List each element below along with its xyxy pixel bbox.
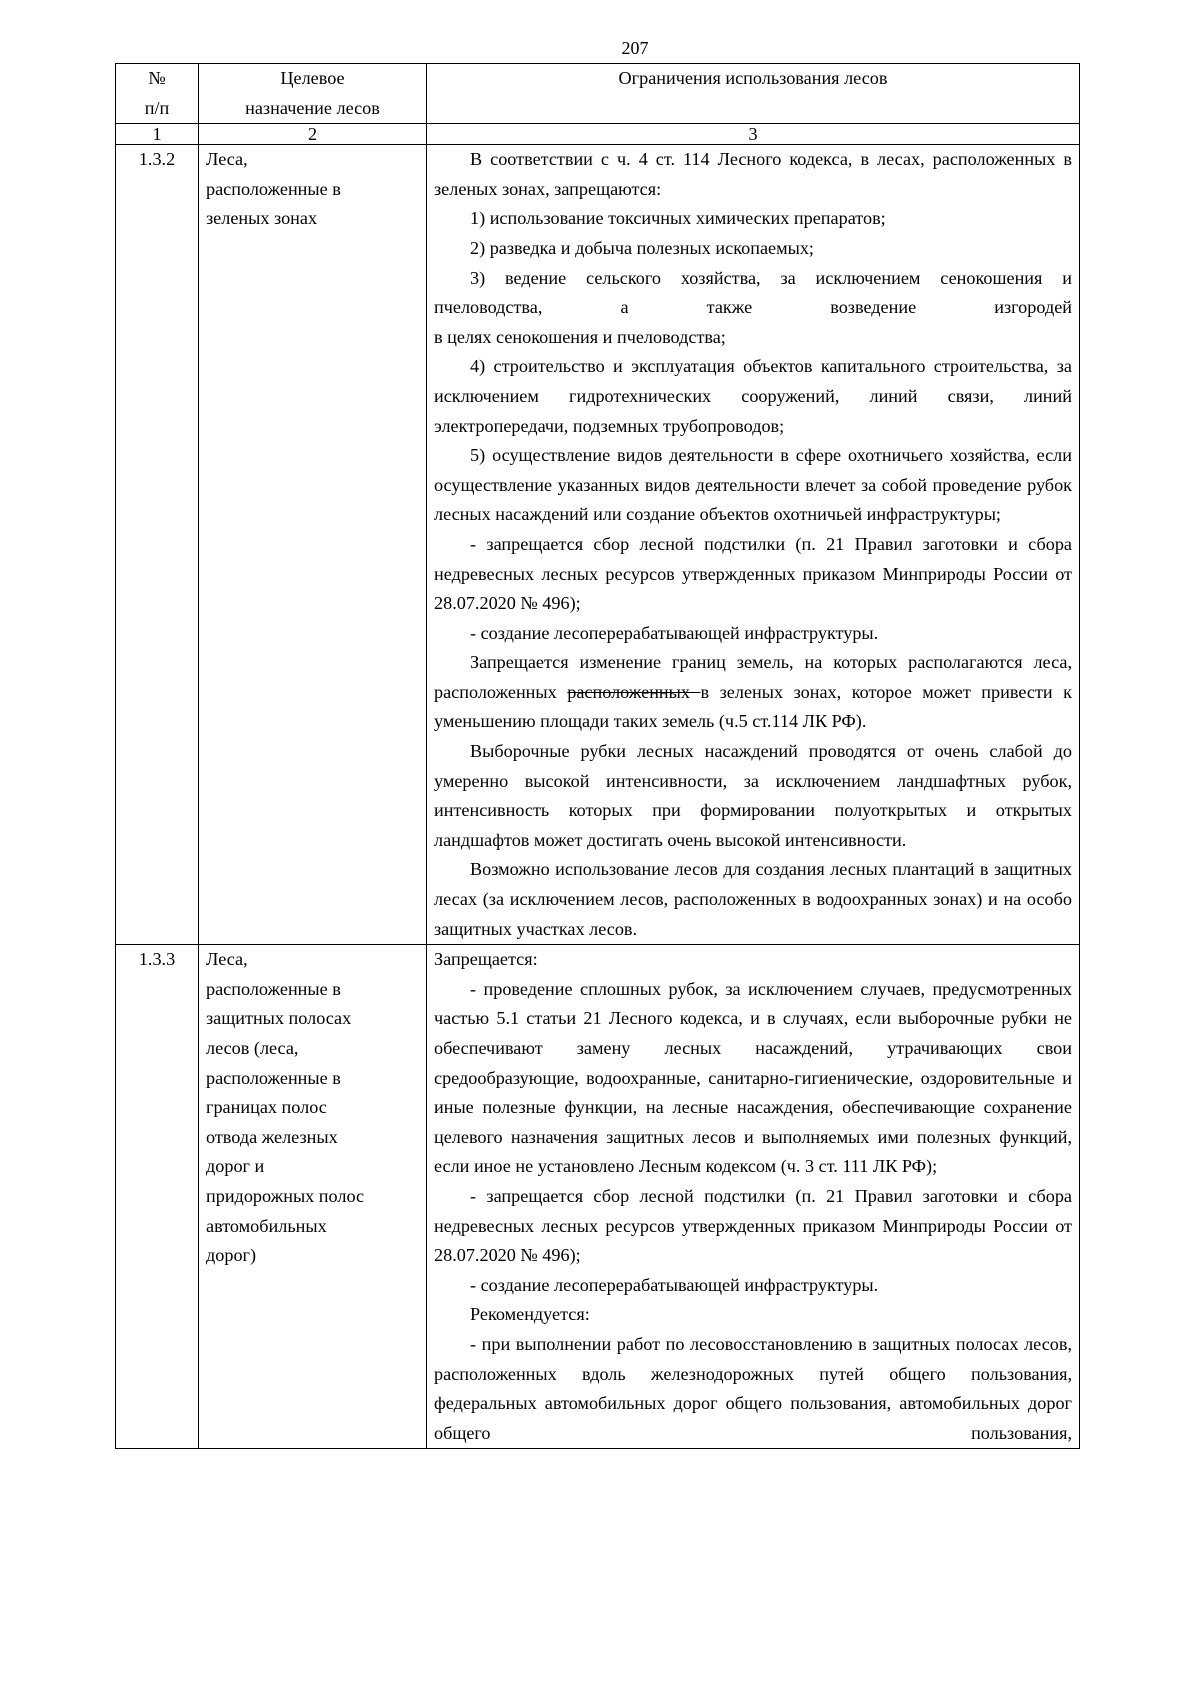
restriction-paragraph: 5) осуществление видов деятельности в сфере охотничьего хозяйства, если осуществление указанных видов деятельности влечет за собой проведение рубок лесных насаждений или создание объектов охотничьей инфраструктуры; (434, 445, 1072, 525)
restriction-paragraph: 4) строительство и эксплуатация объектов капитального строительства, за исключением гидротехнических сооружений, линий связи, линий электропередачи, подземных трубопроводов; (434, 356, 1072, 436)
restriction-paragraph: 1) использование токсичных химических препаратов; (470, 208, 886, 229)
header-number-abbr: п/п (144, 97, 170, 118)
restriction-paragraph: - запрещается сбор лесной подстилки (п. 21 Правил заготовки и сбора недревесных лесных ресурсов утвержденных приказом Минприроды России от 28.07.2020 № 496); (434, 1185, 1072, 1266)
purpose-line: отвода железных (206, 1126, 338, 1147)
purpose-line: расположенные в (206, 178, 341, 199)
column-number: 2 (199, 124, 427, 145)
row-purpose (199, 945, 427, 1449)
column-number: 3 (427, 124, 1080, 145)
purpose-line: дорог и (206, 1156, 265, 1177)
page-number: 207 (621, 38, 649, 58)
header-purpose (199, 64, 427, 124)
row-number: 1.3.3 (116, 945, 199, 1449)
restriction-paragraph: - запрещается сбор лесной подстилки (п. 21 Правил заготовки и сбора недревесных лесных ресурсов утвержденных приказом Минприроды России от 28.07.2020 № 496); (434, 533, 1072, 614)
table-row (116, 945, 1080, 1449)
row-restrictions (427, 945, 1080, 1449)
column-number: 1 (116, 124, 199, 145)
header-restrictions: Ограничения использования лесов (427, 64, 1080, 124)
paragraph-text: Запрещается изменение границ земель, на которых располагаются леса, расположенных (434, 652, 1072, 702)
row-number: 1.3.2 (116, 145, 199, 945)
header-purpose-line1: Целевое (280, 68, 345, 88)
column-number-row (116, 124, 1080, 145)
restriction-paragraph: Запрещается: (434, 949, 538, 970)
restriction-paragraph: - при выполнении работ по лесовосстановлению в защитных полосах лесов, расположенных вдоль железнодорожных путей общего пользования, федеральных автомобильных дорог общего пользования, автомобильных дорог общего пользования, (434, 1333, 1072, 1443)
restriction-paragraph: в целях сенокошения и пчеловодства; (434, 326, 726, 347)
restriction-paragraph-with-strikethrough (434, 648, 1072, 737)
purpose-line: придорожных полос (206, 1185, 365, 1206)
restriction-paragraph: Рекомендуется: (470, 1304, 590, 1325)
purpose-line: расположенные в (206, 1067, 341, 1088)
header-number-symbol: № (148, 68, 166, 88)
restriction-paragraph: - создание лесоперерабатывающей инфраструктуры. (470, 622, 879, 643)
table-header-row (116, 64, 1080, 124)
purpose-line: границах полос (206, 1097, 327, 1118)
purpose-line: дорог) (206, 1245, 257, 1266)
purpose-line: Леса, (206, 949, 248, 970)
struck-text: расположенных (567, 681, 701, 702)
purpose-line: лесов (леса, (206, 1038, 299, 1058)
header-purpose-line2: назначение лесов (245, 97, 380, 118)
restriction-paragraph: 2) разведка и добыча полезных ископаемых; (470, 237, 814, 258)
purpose-line: расположенные в (206, 978, 341, 999)
restriction-paragraph: Выборочные рубки лесных насаждений проводятся от очень слабой до умеренно высокой интенсивности, за исключением ландшафтных рубок, интенсивность которых при формировании полуоткрытых и открытых ландшафтов может достигать очень высокой интенсивности. (434, 741, 1072, 850)
purpose-line: автомобильных (206, 1215, 327, 1236)
forest-restrictions-table (115, 63, 1080, 1449)
purpose-line: Леса, (206, 149, 248, 170)
restriction-paragraph: 3) ведение сельского хозяйства, за исключением сенокошения и пчеловодства, а также возведение изгородей (434, 267, 1072, 318)
paragraph-text: в зеленых зонах, которое может привести к уменьшению площади таких земель (ч.5 ст.114 ЛК РФ). (434, 681, 1072, 732)
row-purpose (199, 145, 427, 945)
table-row (116, 145, 1080, 945)
header-number (116, 64, 199, 124)
restriction-paragraph: - проведение сплошных рубок, за исключением случаев, предусмотренных частью 5.1 статьи 21 Лесного кодекса, и в случаях, если выборочные рубки не обеспечивают замену лесных насаждений, утрачивающих свои средообразующие, водоохранные, санитарно-гигиенические, оздоровительные и иные полезные функции, на лесные насаждения, обеспечивающие сохранение целевого назначения защитных лесов и выполняемых ими полезных функций, если иное не установлено Лесным кодексом (ч. 3 ст. 111 ЛК РФ); (434, 978, 1072, 1177)
restriction-paragraph: Возможно использование лесов для создания лесных плантаций в защитных лесах (за исключением лесов, расположенных в водоохранных зонах) и на особо защитных участках лесов. (434, 859, 1072, 939)
restriction-paragraph: - создание лесоперерабатывающей инфраструктуры. (470, 1274, 879, 1295)
row-restrictions (427, 145, 1080, 945)
purpose-line: защитных полосах (206, 1008, 352, 1029)
purpose-line: зеленых зонах (206, 208, 318, 229)
restriction-paragraph: В соответствии с ч. 4 ст. 114 Лесного кодекса, в лесах, расположенных в зеленых зонах, запрещаются: (434, 149, 1072, 199)
